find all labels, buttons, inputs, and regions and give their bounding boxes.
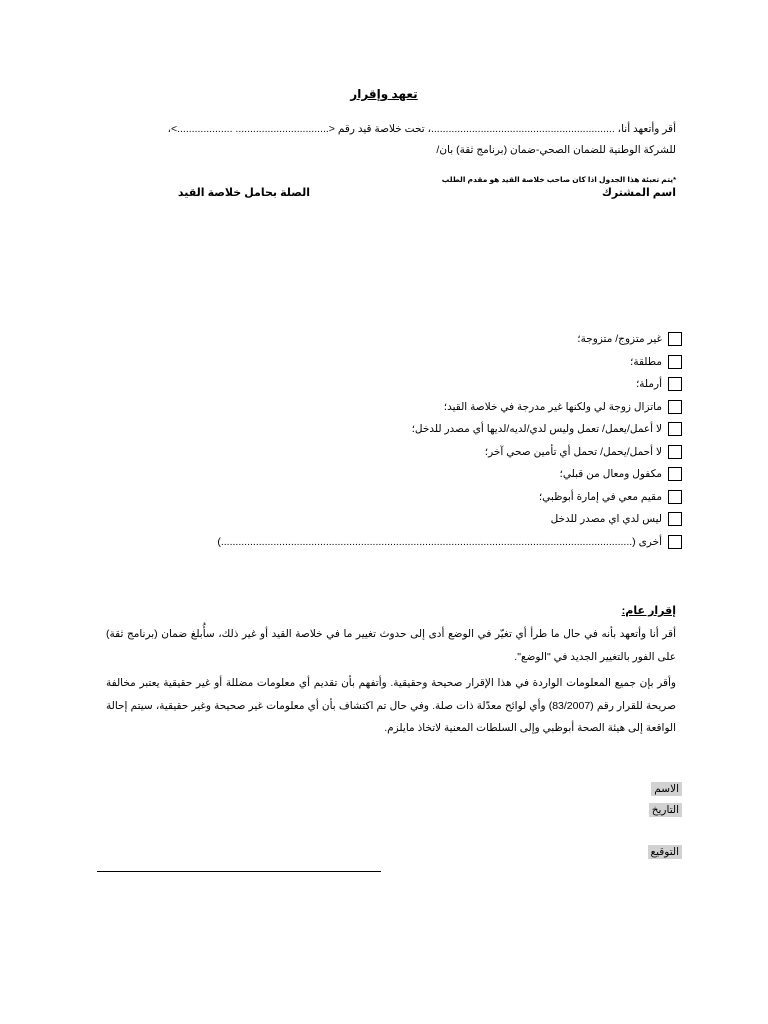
option-label: مقيم معي في إمارة أبوظبي؛ bbox=[538, 490, 662, 503]
option-label: أرملة؛ bbox=[635, 378, 662, 391]
signature-line bbox=[97, 871, 381, 872]
option-label: مطلقة؛ bbox=[630, 355, 662, 368]
column-relation: الصلة بحامل خلاصة القيد bbox=[177, 187, 310, 199]
option-row bbox=[82, 486, 682, 509]
declaration-heading: إقرار عام: bbox=[621, 605, 676, 617]
intro-line-1: أقر وأتعهد أنا، ...............................................................، تحت خلاصة قيد رقم <................................ ...................>، bbox=[167, 123, 676, 135]
date-field-label: التاريخ bbox=[649, 803, 682, 817]
checkbox[interactable] bbox=[668, 490, 682, 504]
option-row bbox=[82, 396, 682, 419]
checkbox[interactable] bbox=[668, 355, 682, 369]
checkbox[interactable] bbox=[668, 535, 682, 549]
option-row bbox=[82, 508, 682, 531]
option-label: لا أعمل/يعمل/ تعمل وليس لدي/لديه/لديها أي مصدر للدخل؛ bbox=[411, 423, 662, 436]
checkbox[interactable] bbox=[668, 467, 682, 481]
option-row bbox=[82, 418, 682, 441]
column-subscriber-name: اسم المشترك bbox=[601, 187, 676, 199]
option-label: لا أحمل/يحمل/ تحمل أي تأمين صحي آخر؛ bbox=[484, 445, 662, 458]
signature-field-label: التوقيع bbox=[648, 845, 683, 859]
checkbox[interactable] bbox=[668, 445, 682, 459]
document-title: تعهد وإقرار bbox=[350, 87, 418, 101]
status-options-list bbox=[82, 328, 682, 553]
checkbox[interactable] bbox=[668, 422, 682, 436]
checkbox[interactable] bbox=[668, 512, 682, 526]
option-label: ماتزال زوجة لي ولكنها غير مدرجة في خلاصة القيد؛ bbox=[443, 400, 662, 413]
option-label: أخرى (.............................................................................................................................................) bbox=[217, 535, 662, 548]
name-field-label: الاسم bbox=[651, 782, 682, 796]
option-row bbox=[82, 441, 682, 464]
checkbox[interactable] bbox=[668, 377, 682, 391]
checkbox[interactable] bbox=[668, 400, 682, 414]
option-label: ليس لدي اي مصدر للدخل bbox=[550, 513, 662, 526]
option-row bbox=[82, 531, 682, 554]
option-row bbox=[82, 328, 682, 351]
option-label: مكفول ومعال من قبلي؛ bbox=[559, 468, 662, 481]
declaration-paragraph-2: وأقر بإن جميع المعلومات الواردة في هذا الإقرار صحيحة وحقيقية. وأتفهم بأن تقديم أي معلومات مضللة أو غير حقيقية يعتبر مخالفة صريحة للقرار رقم (83/2007) وأي لوائح معدّلة ذات صلة. وفي حال تم اكتشاف بأن أي معلومات غير صحيحة وغير حقيقية، سيتم إحالة الواقعة إلى هيئة الصحة أبوظبي وإلى السلطات المعنية لاتخاذ مايلزم. bbox=[106, 677, 676, 734]
declaration-paragraph-1: أقر أنا وأتعهد بأنه في حال ما طرأ أي تغيّر في الوضع أدى إلى حدوث تغيير ما في خلاصة القيد أو غير ذلك، سأُبلغ ضمان (برنامج ثقة) على الفور بالتغيير الجديد في "الوضع". bbox=[106, 628, 676, 663]
table-note: *يتم تعبئة هذا الجدول اذا كان صاحب خلاصة القيد هو مقدم الطلب bbox=[441, 175, 676, 184]
option-row bbox=[82, 351, 682, 374]
option-label: غير متزوج/ متزوجة؛ bbox=[577, 333, 662, 346]
intro-line-2: للشركة الوطنية للضمان الصحي-ضمان (برنامج ثقة) بان/ bbox=[436, 144, 676, 156]
option-row bbox=[82, 463, 682, 486]
option-row bbox=[82, 373, 682, 396]
checkbox[interactable] bbox=[668, 332, 682, 346]
